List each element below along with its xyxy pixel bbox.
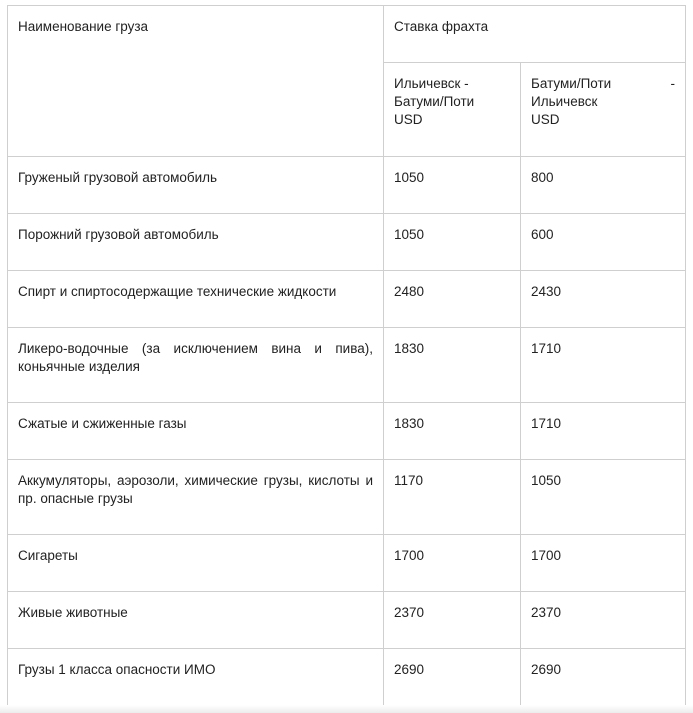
rate-a-cell: 1050 — [384, 157, 521, 214]
cargo-name-cell: Ликеро-водочные (за исключением вина и пива), коньячные изделия — [8, 328, 384, 403]
header-cargo-name: Наименование груза — [8, 6, 384, 157]
table-row — [8, 328, 686, 403]
rate-b-cell: 2690 — [521, 649, 686, 706]
cargo-name-cell: Аккумуляторы, аэрозоли, химические грузы, кислоты и пр. опасные грузы — [8, 460, 384, 535]
table-row — [8, 535, 686, 592]
bottom-shadow — [0, 705, 693, 713]
rate-a-cell: 1830 — [384, 403, 521, 460]
rate-a-cell: 2370 — [384, 592, 521, 649]
rate-b-cell: 1710 — [521, 403, 686, 460]
cargo-name-cell: Порожний грузовой автомобиль — [8, 214, 384, 271]
header-freight-rate: Ставка фрахта — [384, 6, 686, 63]
rate-b-cell: 1700 — [521, 535, 686, 592]
header-route-b — [521, 63, 686, 157]
cargo-name-cell: Спирт и спиртосодержащие технические жидкости — [8, 271, 384, 328]
cargo-name-cell: Сжатые и сжиженные газы — [8, 403, 384, 460]
table-row — [8, 214, 686, 271]
rate-a-cell: 1170 — [384, 460, 521, 535]
freight-rate-table — [7, 5, 686, 706]
route-a-label: Ильичевск - Батуми/Поти USD — [394, 76, 475, 127]
rate-a-cell: 2480 — [384, 271, 521, 328]
route-b-label — [531, 75, 675, 129]
cargo-name-cell: Груженый грузовой автомобиль — [8, 157, 384, 214]
cargo-name-cell: Сигареты — [8, 535, 384, 592]
rate-b-cell: 800 — [521, 157, 686, 214]
rate-b-cell: 1710 — [521, 328, 686, 403]
route-b-currency: USD — [531, 112, 560, 127]
cargo-name-cell: Живые животные — [8, 592, 384, 649]
rate-a-cell: 1700 — [384, 535, 521, 592]
table-row — [8, 592, 686, 649]
rate-b-cell: 2370 — [521, 592, 686, 649]
cargo-name-cell: Грузы 1 класса опасности ИМО — [8, 649, 384, 706]
rate-b-cell: 2430 — [521, 271, 686, 328]
rate-a-cell: 2690 — [384, 649, 521, 706]
route-b-origin: Батуми/Поти — [531, 76, 612, 91]
route-b-destination: Ильичевск — [531, 94, 598, 109]
rate-b-cell: 600 — [521, 214, 686, 271]
header-route-a — [384, 63, 521, 157]
route-b-dash: - — [670, 76, 675, 91]
table-row — [8, 403, 686, 460]
rate-b-cell: 1050 — [521, 460, 686, 535]
rate-a-cell: 1050 — [384, 214, 521, 271]
rate-a-cell: 1830 — [384, 328, 521, 403]
table-row — [8, 460, 686, 535]
table-row — [8, 157, 686, 214]
table-row — [8, 271, 686, 328]
table-row — [8, 649, 686, 706]
